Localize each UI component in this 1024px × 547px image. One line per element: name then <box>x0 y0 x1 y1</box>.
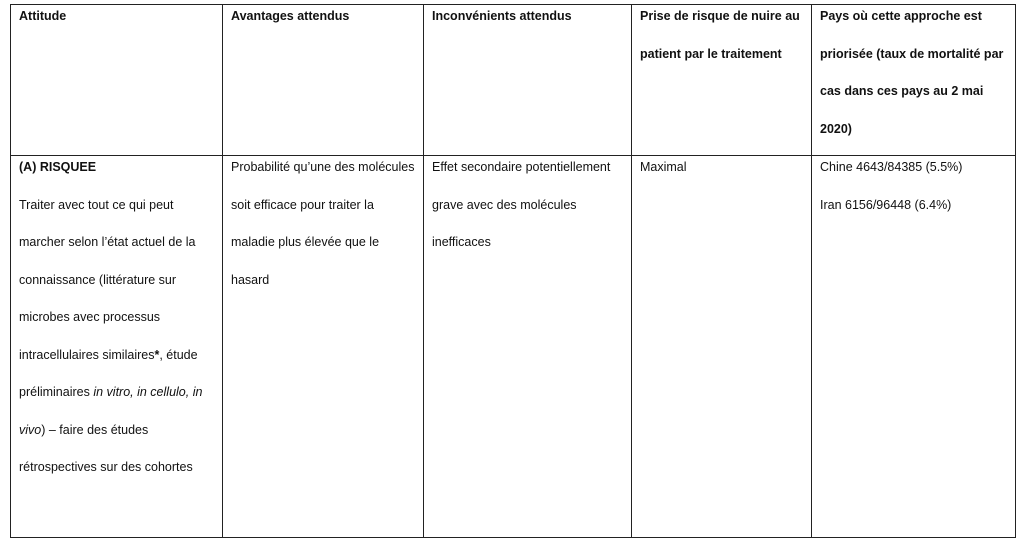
table-row <box>11 156 1016 538</box>
cell-avantages: Probabilité qu’une des molécules soit efficace pour traiter la maladie plus élevée que le hasard <box>223 156 424 538</box>
cell-attitude <box>11 156 223 538</box>
header-row <box>11 5 1016 156</box>
header-avantages: Avantages attendus <box>223 5 424 156</box>
attitude-text-2: , étude préliminaires <box>19 347 198 399</box>
cell-inconvenients: Effet secondaire potentiellement grave avec des molécules inefficaces <box>424 156 632 538</box>
pays-chine: Chine 4643/84385 (5.5%) <box>820 160 963 174</box>
header-prise-de-risque: Prise de risque de nuire au patient par le traitement <box>632 5 812 156</box>
attitude-text-3: ) – faire des études rétrospectives sur des cohortes <box>19 422 193 474</box>
pays-iran: Iran 6156/96448 (6.4%) <box>820 197 952 212</box>
attitude-title: (A) RISQUEE <box>19 160 97 174</box>
cell-prise-de-risque: Maximal <box>632 156 812 538</box>
attitude-asterisk: * <box>154 347 160 362</box>
header-inconvenients: Inconvénients attendus <box>424 5 632 156</box>
attitude-text: Traiter avec tout ce qui peut marcher selon l’état actuel de la connaissance (littérature sur microbes avec processus intracellulaires similaires <box>19 197 196 362</box>
comparison-table <box>10 4 1016 538</box>
attitude-italic: in vitro, in cellulo, in vivo <box>19 385 203 437</box>
cell-pays <box>812 156 1016 538</box>
header-attitude: Attitude <box>11 5 223 156</box>
header-pays: Pays où cette approche est priorisée (taux de mortalité par cas dans ces pays au 2 mai 2020) <box>812 5 1016 156</box>
